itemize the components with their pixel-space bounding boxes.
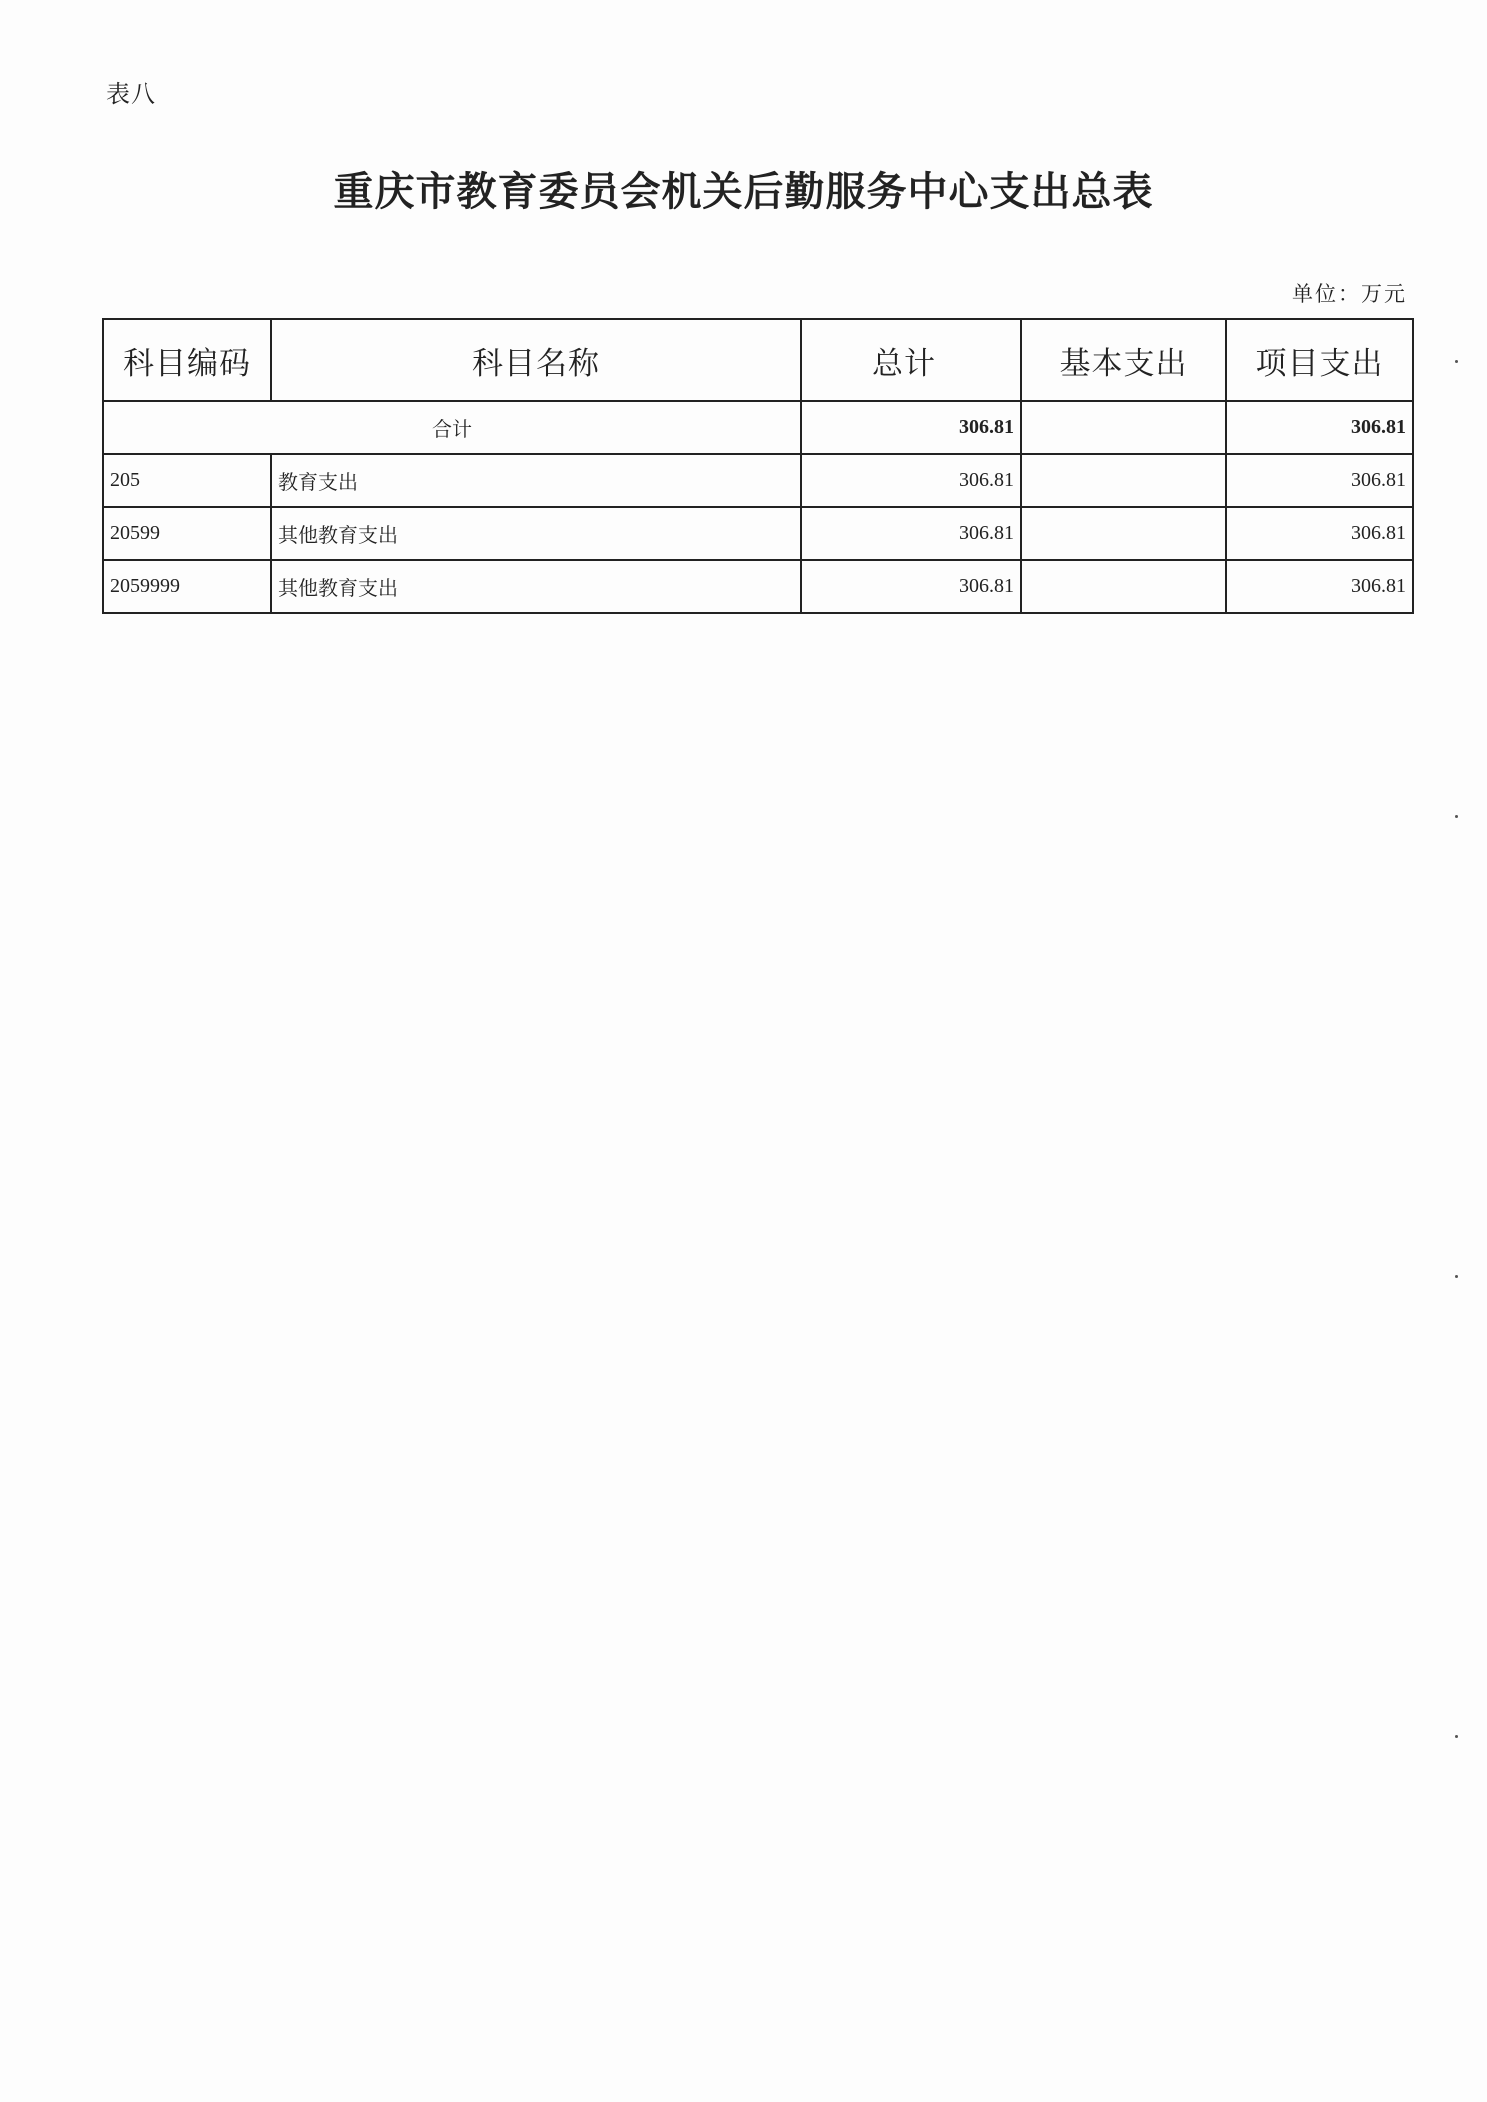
row-total: 306.81 bbox=[801, 454, 1021, 507]
scan-speck bbox=[1455, 1275, 1458, 1278]
row-project: 306.81 bbox=[1226, 507, 1413, 560]
table-header-row bbox=[103, 319, 1413, 401]
row-total: 306.81 bbox=[801, 507, 1021, 560]
column-header-basic: 基本支出 bbox=[1021, 319, 1226, 401]
scan-speck bbox=[1455, 815, 1458, 818]
column-header-name: 科目名称 bbox=[271, 319, 801, 401]
table-row bbox=[103, 507, 1413, 560]
row-name: 其他教育支出 bbox=[271, 560, 801, 613]
column-header-project: 项目支出 bbox=[1226, 319, 1413, 401]
column-header-code: 科目编码 bbox=[103, 319, 271, 401]
table-row bbox=[103, 560, 1413, 613]
unit-label: 单位：万元 bbox=[1292, 282, 1407, 306]
row-code: 205 bbox=[103, 454, 271, 507]
summary-total: 306.81 bbox=[801, 401, 1021, 454]
row-project: 306.81 bbox=[1226, 560, 1413, 613]
row-code: 2059999 bbox=[103, 560, 271, 613]
page-title: 重庆市教育委员会机关后勤服务中心支出总表 bbox=[333, 168, 1154, 215]
column-header-total: 总计 bbox=[801, 319, 1021, 401]
row-basic bbox=[1021, 454, 1226, 507]
table-label: 表八 bbox=[106, 80, 156, 108]
table-row bbox=[103, 454, 1413, 507]
scan-speck bbox=[1455, 1735, 1458, 1738]
row-name: 教育支出 bbox=[271, 454, 801, 507]
row-total: 306.81 bbox=[801, 560, 1021, 613]
row-code: 20599 bbox=[103, 507, 271, 560]
summary-label: 合计 bbox=[103, 401, 801, 454]
row-name: 其他教育支出 bbox=[271, 507, 801, 560]
scan-speck bbox=[1455, 360, 1458, 363]
row-basic bbox=[1021, 560, 1226, 613]
summary-project: 306.81 bbox=[1226, 401, 1413, 454]
summary-row bbox=[103, 401, 1413, 454]
row-project: 306.81 bbox=[1226, 454, 1413, 507]
row-basic bbox=[1021, 507, 1226, 560]
expense-table bbox=[102, 318, 1414, 614]
summary-basic bbox=[1021, 401, 1226, 454]
